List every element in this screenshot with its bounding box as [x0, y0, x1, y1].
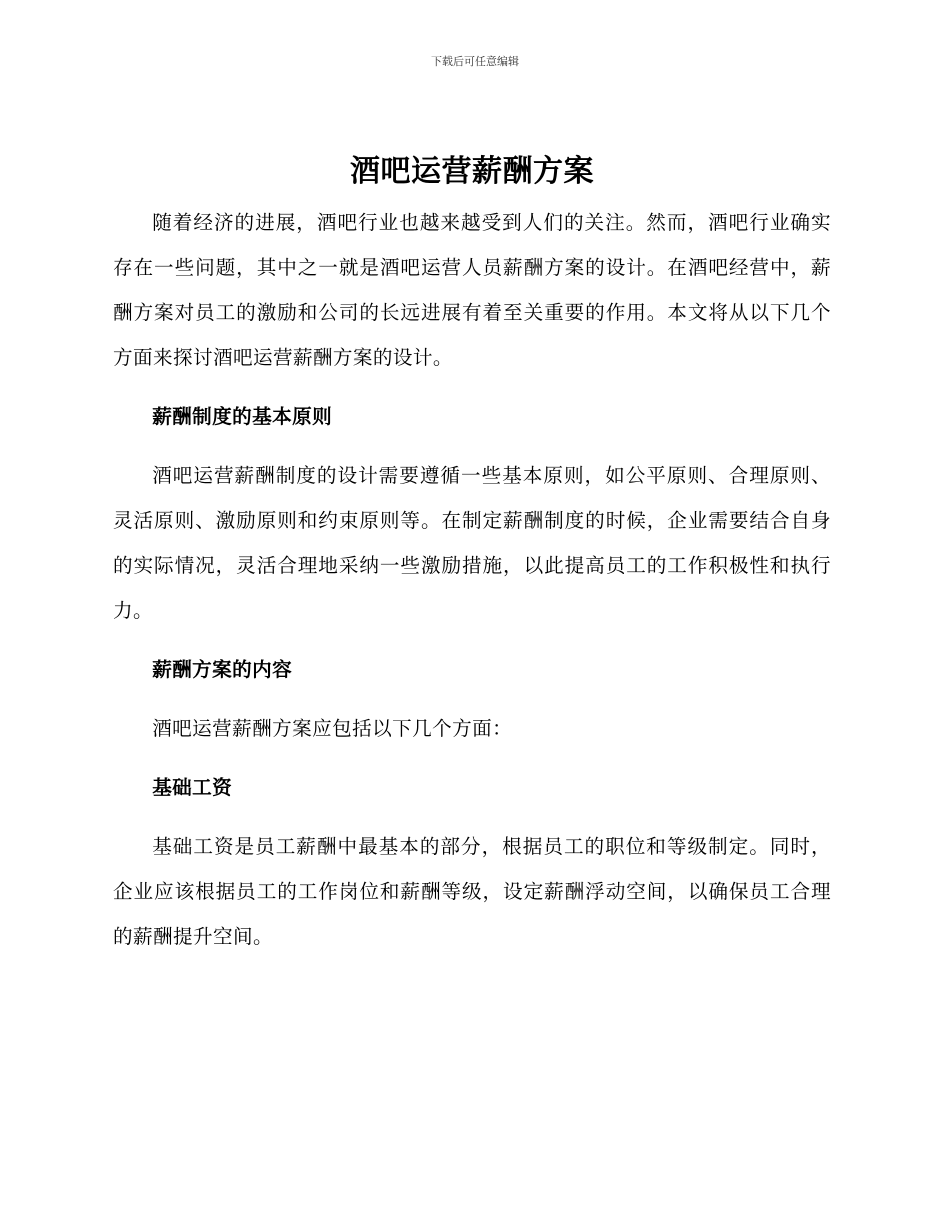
- section-heading-content: 薪酬方案的内容: [152, 658, 293, 681]
- section-paragraph-principles: 酒吧运营薪酬制度的设计需要遵循一些基本原则，如公平原则、合理原则、灵活原则、激励原则和约束原则等。在制定薪酬制度的时候，企业需要结合自身的实际情况，灵活合理地采纳一些激励措施，以此提高员工的工作积极性和执行力。: [113, 464, 831, 622]
- section-paragraph-content: 酒吧运营薪酬方案应包括以下几个方面：: [152, 717, 513, 740]
- document-body: [113, 150, 831, 959]
- section-heading-base-salary: 基础工资: [152, 776, 233, 799]
- intro-paragraph: 随着经济的进展，酒吧行业也越来越受到人们的关注。然而，酒吧行业确实存在一些问题，其中之一就是酒吧运营人员薪酬方案的设计。在酒吧经营中，薪酬方案对员工的激励和公司的长远进展有着至关重要的作用。本文将从以下几个方面来探讨酒吧运营薪酬方案的设计。: [113, 211, 831, 369]
- document-title: 酒吧运营薪酬方案: [350, 154, 594, 189]
- section-heading-principles: 薪酬制度的基本原则: [152, 405, 333, 428]
- header-note: 下载后可任意编辑: [431, 55, 519, 68]
- section-paragraph-base-salary: 基础工资是员工薪酬中最基本的部分，根据员工的职位和等级制定。同时，企业应该根据员工的工作岗位和薪酬等级，设定薪酬浮动空间，以确保员工合理的薪酬提升空间。: [113, 835, 831, 948]
